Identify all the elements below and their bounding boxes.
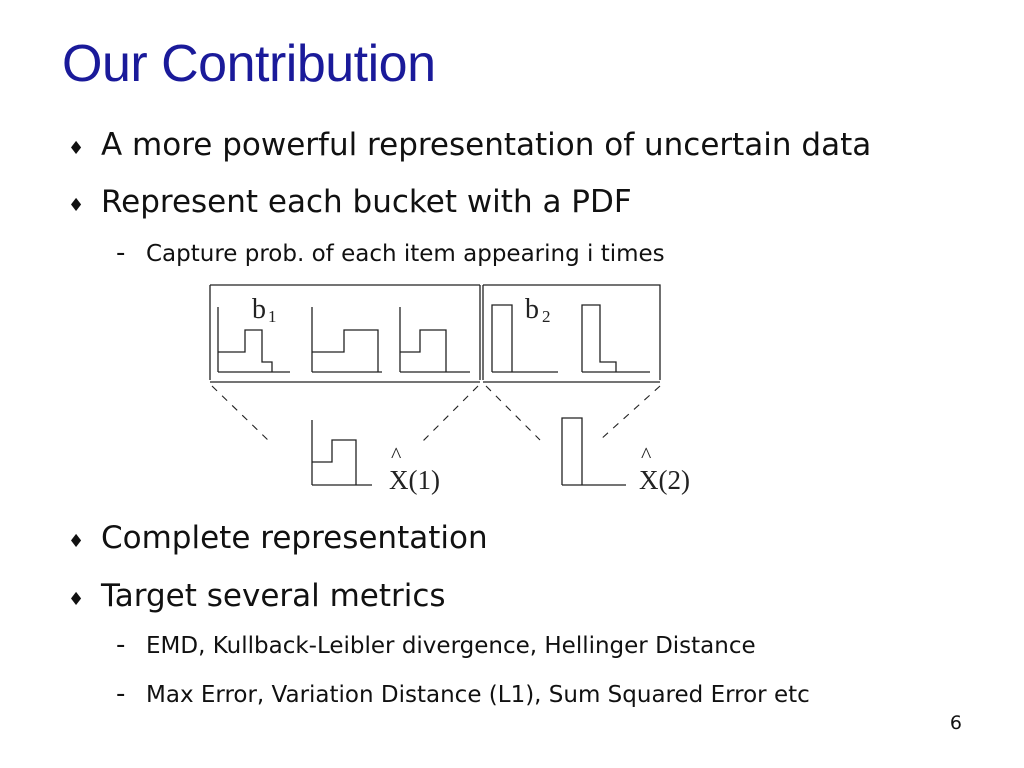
dash-bullet-icon: - bbox=[116, 679, 126, 709]
diamond-bullet-icon: ♦ bbox=[68, 195, 85, 216]
sub-bullet-item: EMD, Kullback-Leibler divergence, Hellinger Distance bbox=[146, 633, 756, 659]
bucket-1-box bbox=[210, 285, 480, 382]
bucket-pdf-diagram bbox=[200, 278, 710, 498]
bucket-2-label: b bbox=[525, 294, 539, 325]
diamond-bullet-icon: ♦ bbox=[68, 531, 85, 552]
page-number: 6 bbox=[949, 712, 962, 734]
bullet-item: Represent each bucket with a PDF bbox=[101, 184, 632, 220]
bucket-1-subscript: 1 bbox=[268, 307, 277, 326]
sub-bullet-item: Capture prob. of each item appearing i times bbox=[146, 241, 665, 267]
bullet-item: Complete representation bbox=[101, 520, 488, 556]
summary-2-label: X(2) bbox=[639, 465, 690, 495]
pdf-step-5 bbox=[582, 305, 650, 372]
hat-1: ^ bbox=[391, 442, 402, 467]
pdf-step-3 bbox=[400, 307, 470, 372]
diamond-bullet-icon: ♦ bbox=[68, 138, 85, 159]
pdf-step-2 bbox=[312, 307, 382, 372]
bullet-item: A more powerful representation of uncertain data bbox=[101, 127, 872, 163]
slide-title: Our Contribution bbox=[62, 35, 436, 93]
bucket-2-subscript: 2 bbox=[542, 307, 551, 326]
summary-pdf-2 bbox=[562, 418, 626, 485]
bullet-item: Target several metrics bbox=[101, 578, 446, 614]
sub-bullet-item: Max Error, Variation Distance (L1), Sum Squared Error etc bbox=[146, 682, 810, 708]
dash-bullet-icon: - bbox=[116, 630, 126, 660]
bucket-1-label: b bbox=[252, 294, 266, 325]
diamond-bullet-icon: ♦ bbox=[68, 589, 85, 610]
summary-pdf-1 bbox=[312, 420, 372, 485]
bucket-2-box bbox=[483, 285, 660, 382]
dash-bullet-icon: - bbox=[116, 238, 126, 268]
summary-1-label: X(1) bbox=[389, 465, 440, 495]
hat-2: ^ bbox=[641, 442, 652, 467]
